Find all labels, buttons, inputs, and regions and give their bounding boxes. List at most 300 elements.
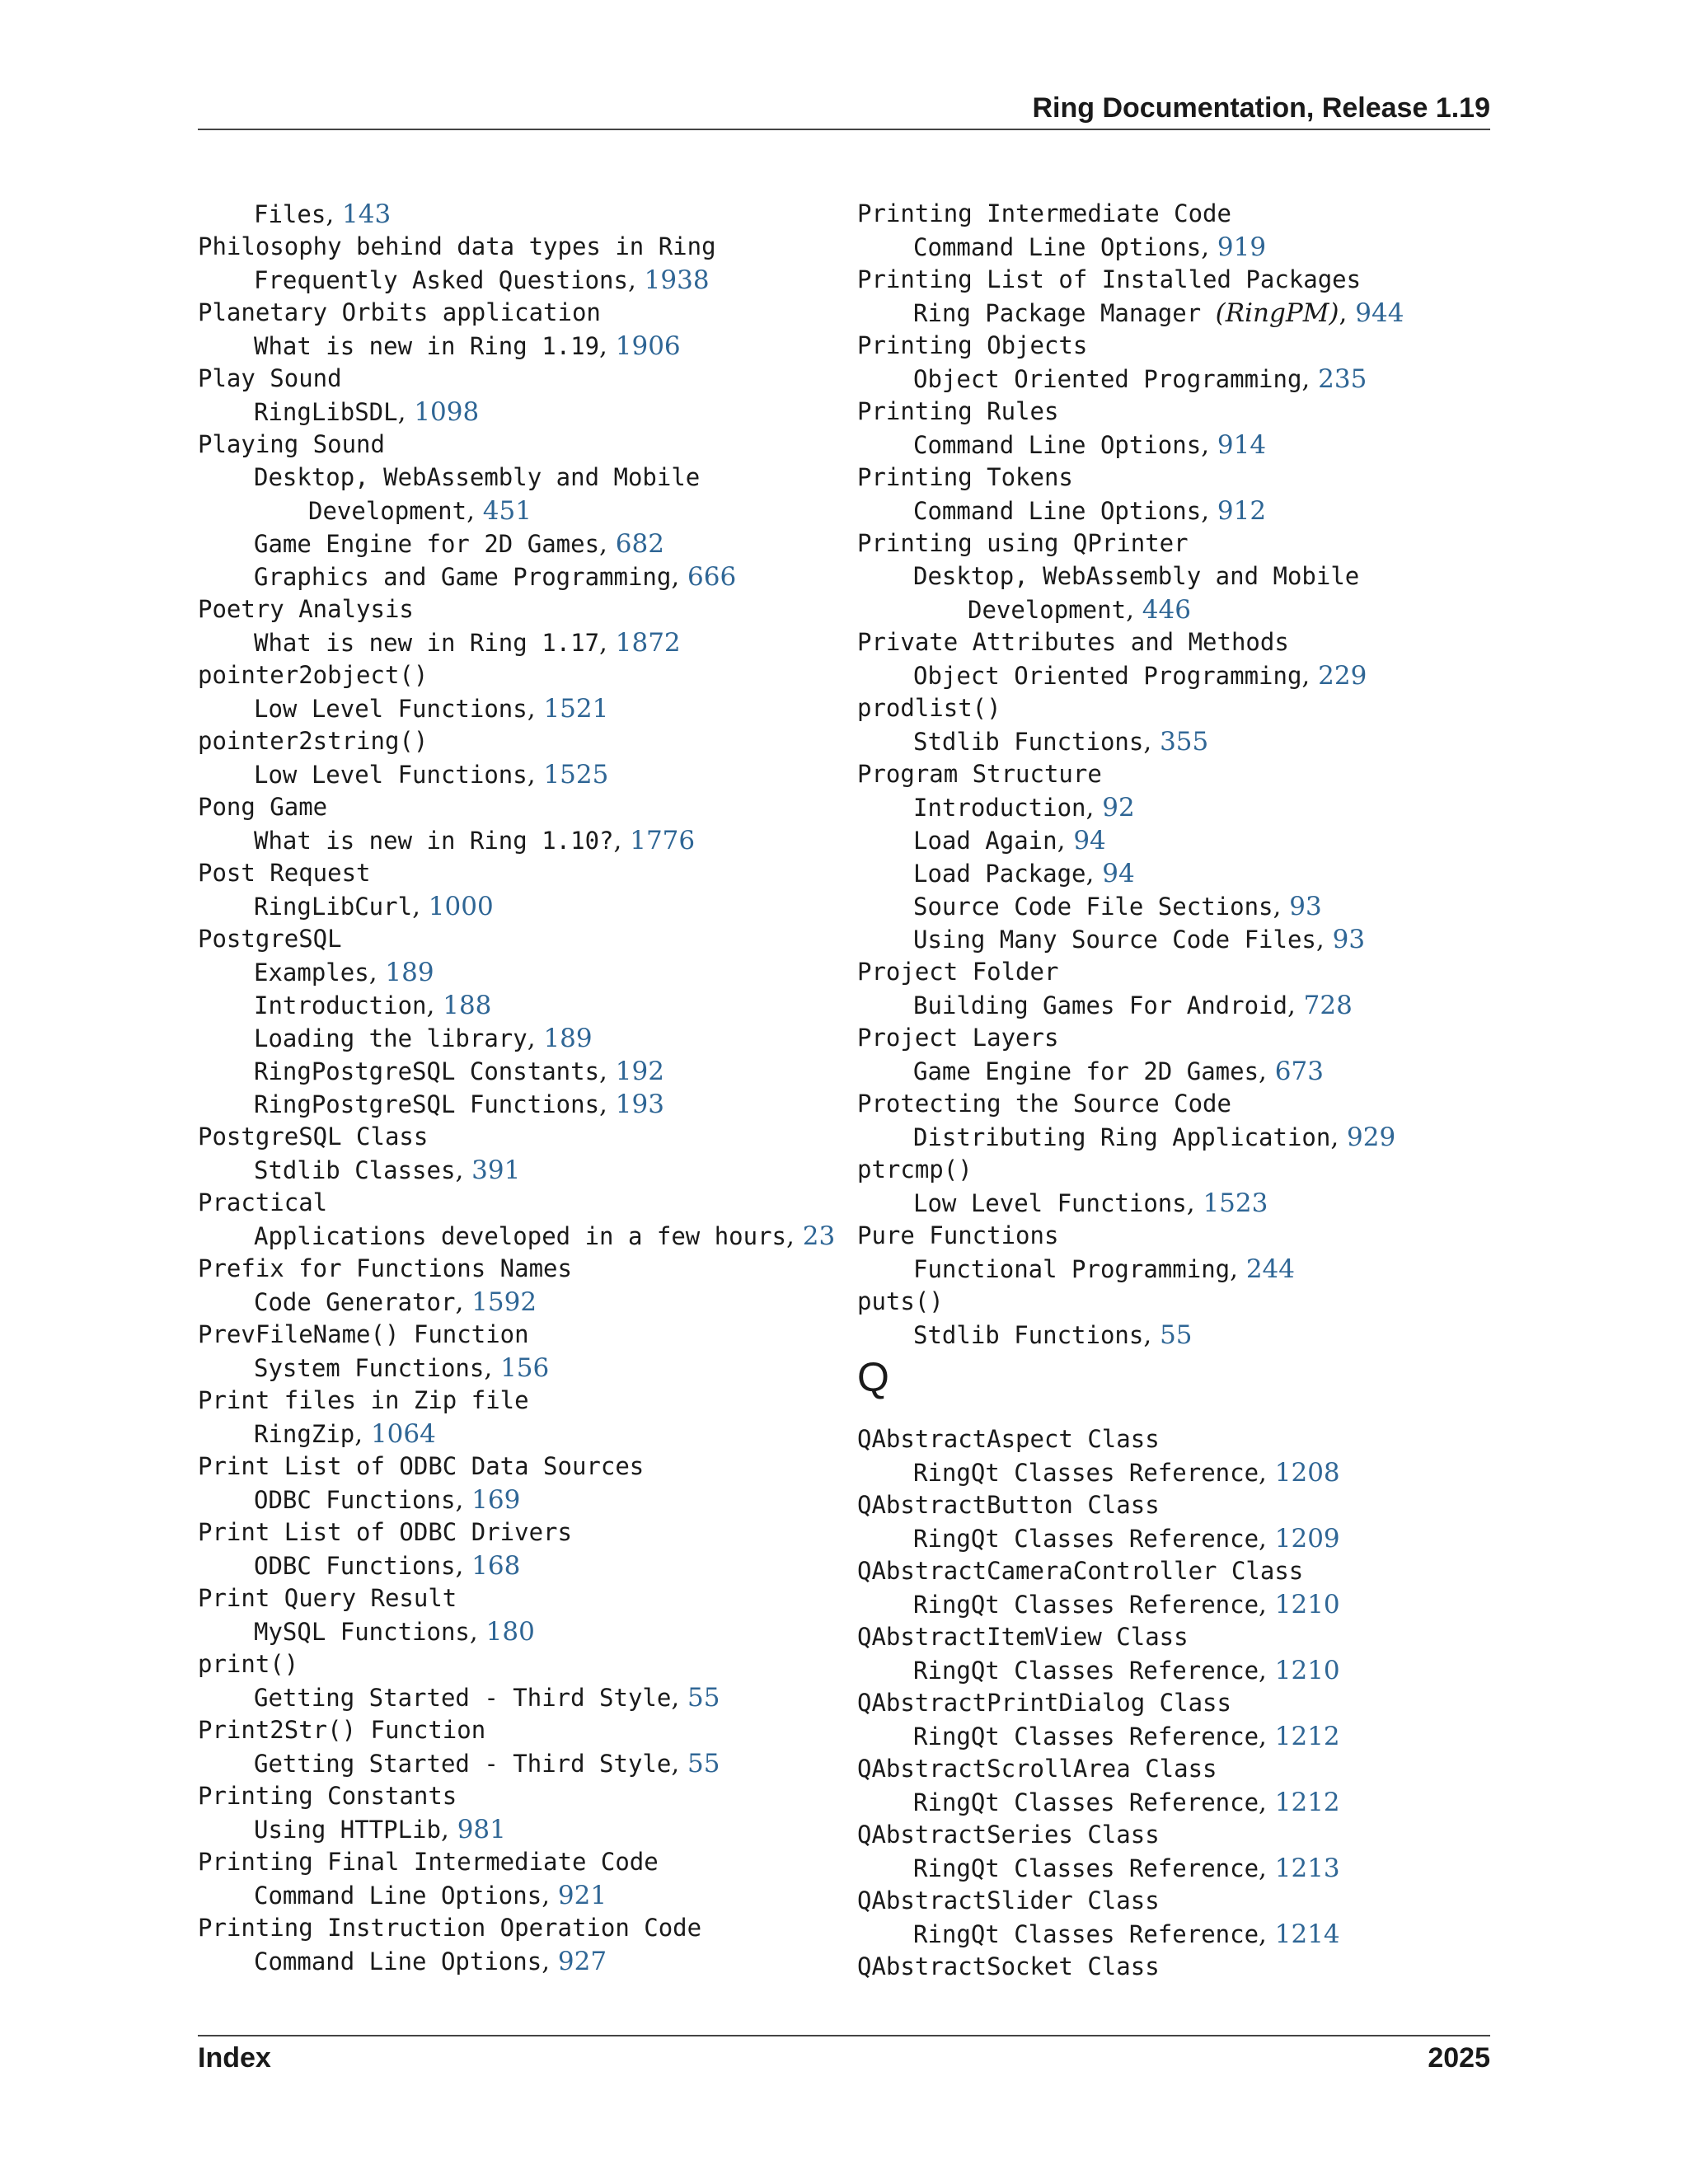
index-subentry [198, 826, 835, 859]
index-subentry [857, 1854, 1404, 1886]
index-term [857, 1689, 1404, 1722]
index-term [198, 1650, 835, 1683]
index-term [857, 1287, 1404, 1320]
index-subentry [198, 1617, 835, 1650]
page-link[interactable]: 929 [1347, 1122, 1396, 1152]
entry-text: Building Games For Android [913, 991, 1287, 1019]
entry-text: Print List of ODBC Data Sources [198, 1452, 645, 1480]
entry-text: Source Code File Sections [913, 893, 1273, 921]
separator: , [1201, 232, 1217, 262]
page-link[interactable]: 55 [687, 1683, 720, 1713]
separator: , [599, 529, 616, 559]
index-term [198, 364, 835, 397]
index-term [857, 1221, 1404, 1254]
entry-text: RingQt Classes Reference [913, 1525, 1259, 1553]
separator: , [1057, 826, 1074, 855]
index-subentry [857, 1722, 1404, 1755]
entry-text: MySQL Functions [254, 1618, 470, 1646]
entry-text: Printing Rules [857, 397, 1059, 425]
entry-text: QAbstractAspect Class [857, 1425, 1160, 1453]
page-link[interactable]: 1210 [1274, 1590, 1340, 1619]
index-term [857, 331, 1404, 364]
index-subentry [198, 1815, 835, 1848]
separator: , [440, 1815, 457, 1844]
page-link[interactable]: 391 [471, 1155, 521, 1185]
page-link[interactable]: 682 [615, 529, 664, 559]
entry-text: Command Line Options [913, 233, 1202, 261]
index-subentry [857, 727, 1404, 760]
separator: , [671, 1749, 688, 1779]
index-subentry [857, 1320, 1404, 1353]
page-link[interactable]: 981 [457, 1815, 506, 1844]
entry-text: Game Engine for 2D Games [254, 530, 600, 558]
entry-text: Loading the library [254, 1024, 528, 1052]
entry-text: Printing Objects [857, 331, 1088, 359]
separator: , [467, 496, 483, 526]
entry-text: Stdlib Classes [254, 1156, 456, 1184]
page-link[interactable]: 919 [1217, 232, 1267, 262]
page-link[interactable]: 1209 [1274, 1524, 1340, 1554]
page-link[interactable]: 1938 [644, 265, 710, 295]
index-term [857, 1090, 1404, 1122]
page-link[interactable]: 156 [500, 1353, 550, 1383]
entry-text: prodlist() [857, 694, 1001, 722]
page-link[interactable]: 55 [1160, 1320, 1193, 1350]
index-term [198, 232, 835, 265]
index-subentry [857, 298, 1404, 331]
index-subentry [857, 496, 1404, 529]
index-subentry [857, 1122, 1404, 1155]
separator: , [599, 1090, 616, 1119]
index-subentry [857, 1524, 1404, 1557]
entry-text: Low Level Functions [254, 761, 528, 789]
index-subentry [198, 760, 835, 793]
index-term [198, 925, 835, 958]
index-term [857, 958, 1404, 991]
index-subentry [857, 1188, 1404, 1221]
separator: , [1201, 430, 1217, 460]
index-subentry [198, 1057, 835, 1090]
page-link[interactable]: 914 [1217, 430, 1267, 460]
index-subentry [198, 991, 835, 1024]
page-link[interactable]: 1000 [428, 892, 494, 921]
index-subentry [857, 1254, 1404, 1287]
entry-text: ODBC Functions [254, 1486, 456, 1514]
index-term [198, 1188, 835, 1221]
separator: , [1230, 1254, 1246, 1284]
page-link[interactable]: 229 [1318, 661, 1367, 691]
index-term [857, 265, 1404, 298]
index-subentry [857, 661, 1404, 694]
separator: , [1315, 925, 1333, 954]
index-subentry [857, 364, 1404, 397]
page-link[interactable]: 1214 [1274, 1919, 1340, 1949]
separator: , [671, 562, 688, 592]
entry-text: Using Many Source Code Files [913, 926, 1316, 954]
index-subentry [198, 1947, 835, 1980]
index-subentry [198, 1419, 835, 1452]
page-link[interactable]: 927 [557, 1947, 607, 1976]
header-rule [198, 129, 1490, 130]
separator: , [1259, 1458, 1275, 1488]
entry-text: Frequently Asked Questions [254, 266, 628, 294]
separator: , [527, 694, 544, 724]
page-link[interactable]: 94 [1073, 826, 1106, 855]
index-term [198, 727, 835, 760]
entry-text: Load Again [913, 827, 1057, 855]
index-term [198, 1320, 835, 1353]
separator: , [1186, 1188, 1203, 1218]
separator: , [455, 1155, 472, 1185]
entry-text: Poetry Analysis [198, 595, 414, 623]
entry-text: RingLibCurl [254, 893, 413, 921]
entry-text: Low Level Functions [254, 695, 528, 723]
index-subentry [198, 1551, 835, 1584]
page-link[interactable]: 666 [687, 562, 737, 592]
page-link[interactable]: 188 [443, 991, 492, 1020]
separator: , [527, 1024, 544, 1053]
separator: , [368, 958, 386, 987]
index-term [198, 1386, 835, 1419]
separator: , [613, 826, 631, 855]
entry-text: QAbstractSlider Class [857, 1886, 1160, 1915]
index-subentry [198, 892, 835, 925]
page-link[interactable]: 1064 [370, 1419, 436, 1449]
index-subentry [198, 958, 835, 991]
index-term [198, 595, 835, 628]
entry-text: Introduction [913, 794, 1086, 822]
page-link[interactable]: 168 [471, 1551, 521, 1581]
entry-text: Private Attributes and Methods [857, 628, 1289, 656]
entry-text: Command Line Options [254, 1947, 542, 1975]
index-subentry [198, 1024, 835, 1057]
index-subentry [857, 1057, 1404, 1090]
index-term [198, 661, 835, 694]
separator: , [1259, 1057, 1275, 1086]
index-term [857, 760, 1404, 793]
index-subentry [857, 562, 1404, 595]
index-column-right [857, 199, 1404, 1985]
entry-text: Functional Programming [913, 1255, 1231, 1283]
entry-text: ODBC Functions [254, 1552, 456, 1580]
index-term [198, 1914, 835, 1947]
index-term [198, 793, 835, 826]
entry-text: What is new in Ring 1.10? [254, 827, 614, 855]
page-link[interactable]: 169 [471, 1485, 521, 1515]
page-link[interactable]: 1098 [414, 397, 480, 427]
separator: , [1287, 991, 1304, 1020]
entry-text: Protecting the Source Code [857, 1090, 1231, 1118]
index-subentry [857, 859, 1404, 892]
index-term [198, 1254, 835, 1287]
entry-text: ptrcmp() [857, 1155, 973, 1183]
entry-text: System Functions [254, 1354, 485, 1382]
entry-text: Low Level Functions [913, 1189, 1187, 1217]
index-term [857, 1886, 1404, 1919]
index-subentry [857, 1590, 1404, 1623]
page-link[interactable]: 1776 [630, 826, 696, 855]
index-subentry [198, 463, 835, 496]
entry-text: Examples [254, 958, 369, 987]
entry-text: Command Line Options [913, 497, 1202, 525]
page-link[interactable]: 93 [1332, 925, 1366, 954]
entry-text: Desktop, WebAssembly and Mobile [254, 463, 701, 491]
separator: , [1126, 595, 1142, 625]
page-link[interactable]: 55 [687, 1749, 720, 1779]
entry-text: print() [198, 1650, 299, 1678]
page-link[interactable]: 921 [557, 1881, 607, 1910]
index-term [198, 298, 835, 331]
entry-text: RingQt Classes Reference [913, 1722, 1259, 1750]
entry-text: Print List of ODBC Drivers [198, 1518, 572, 1546]
entry-text: Code Generator [254, 1288, 456, 1316]
index-term [857, 1623, 1404, 1656]
page-link[interactable]: 1212 [1274, 1788, 1340, 1817]
entry-text: Command Line Options [254, 1882, 542, 1910]
separator: , [527, 760, 544, 790]
page-link[interactable]: 912 [1217, 496, 1267, 526]
index-subentry [198, 1683, 835, 1716]
separator: , [627, 265, 645, 295]
entry-text: PostgreSQL Class [198, 1122, 429, 1151]
entry-text: Project Layers [857, 1024, 1059, 1052]
footer-rule [198, 2035, 1490, 2036]
entry-text: Planetary Orbits application [198, 298, 601, 326]
index-term [198, 1452, 835, 1485]
page-link[interactable]: 1523 [1203, 1188, 1268, 1218]
entry-text: Printing Intermediate Code [857, 199, 1231, 227]
page-link[interactable]: 92 [1102, 793, 1135, 823]
entry-text: What is new in Ring 1.17 [254, 629, 600, 657]
index-subentry [857, 1788, 1404, 1821]
page-link[interactable]: 193 [615, 1090, 664, 1119]
index-subentry [857, 892, 1404, 925]
footer-section: Index [198, 2042, 271, 2074]
page-link[interactable]: 93 [1289, 892, 1322, 921]
page-link[interactable]: 1210 [1274, 1656, 1340, 1685]
separator: , [1273, 892, 1290, 921]
entry-text: RingPostgreSQL Constants [254, 1057, 600, 1085]
footer-page-number: 2025 [1428, 2042, 1490, 2074]
index-subentry [857, 595, 1404, 628]
entry-text: Files [254, 200, 326, 228]
index-subentry [198, 1749, 835, 1782]
entry-text: Project Folder [857, 958, 1059, 986]
index-subentry [198, 694, 835, 727]
page-link[interactable]: 673 [1274, 1057, 1324, 1086]
entry-text: Post Request [198, 859, 371, 887]
separator: , [455, 1287, 472, 1317]
page-link[interactable]: 355 [1160, 727, 1209, 757]
index-term [857, 1755, 1404, 1788]
index-term [857, 628, 1404, 661]
separator: , [484, 1353, 501, 1383]
entry-text: Desktop, WebAssembly and Mobile [913, 562, 1360, 590]
separator: , [1330, 1122, 1348, 1152]
entry-text: Development [968, 596, 1127, 624]
page-link[interactable]: 446 [1142, 595, 1191, 625]
page-link[interactable]: 1212 [1274, 1722, 1340, 1751]
separator: , [671, 1683, 688, 1713]
index-column-left [198, 199, 835, 1980]
running-header: Ring Documentation, Release 1.19 [1032, 92, 1490, 124]
separator: , [542, 1881, 558, 1910]
index-term [198, 430, 835, 463]
entry-text: Printing Tokens [857, 463, 1073, 491]
index-subentry [857, 793, 1404, 826]
entry-text: QAbstractButton Class [857, 1491, 1160, 1519]
index-term [198, 1848, 835, 1881]
entry-text: RingZip [254, 1420, 355, 1448]
entry-text: Play Sound [198, 364, 342, 392]
separator: , [1143, 727, 1160, 757]
page-link[interactable]: 235 [1318, 364, 1367, 394]
separator: , [326, 199, 343, 229]
entry-text: RingQt Classes Reference [913, 1459, 1259, 1487]
separator: , [397, 397, 415, 427]
separator: , [455, 1485, 472, 1515]
separator: , [354, 1419, 371, 1449]
index-term [857, 1557, 1404, 1590]
entry-text: Print Query Result [198, 1584, 457, 1612]
entry-text: Printing Final Intermediate Code [198, 1848, 659, 1876]
entry-text: Printing List of Installed Packages [857, 265, 1362, 293]
separator: , [455, 1551, 472, 1581]
entry-text: Pure Functions [857, 1221, 1059, 1249]
entry-text: Pong Game [198, 793, 328, 821]
entry-text: RingQt Classes Reference [913, 1854, 1259, 1882]
entry-text: Game Engine for 2D Games [913, 1057, 1259, 1085]
index-subentry [198, 397, 835, 430]
entry-text: QAbstractSeries Class [857, 1821, 1160, 1849]
entry-text: Object Oriented Programming [913, 365, 1302, 393]
separator: , [1259, 1854, 1275, 1883]
separator: , [1259, 1788, 1275, 1817]
entry-text: Using HTTPLib [254, 1816, 441, 1844]
entry-text: RingQt Classes Reference [913, 1788, 1259, 1816]
entry-text: Command Line Options [913, 431, 1202, 459]
separator: , [412, 892, 429, 921]
entry-text: Ring Package Manager [913, 299, 1202, 327]
index-subentry [857, 1919, 1404, 1952]
entry-text: puts() [857, 1287, 944, 1315]
entry-text: Prefix for Functions Names [198, 1254, 572, 1282]
index-subentry [857, 826, 1404, 859]
separator: , [1201, 496, 1217, 526]
index-subentry [198, 1485, 835, 1518]
entry-text: QAbstractPrintDialog Class [857, 1689, 1231, 1717]
page-link[interactable]: 23 [802, 1221, 836, 1251]
index-subentry [198, 331, 835, 364]
page-link[interactable]: 1872 [615, 628, 681, 658]
entry-text: Practical [198, 1188, 328, 1216]
entry-text: Stdlib Functions [913, 1321, 1144, 1349]
entry-text: Stdlib Functions [913, 728, 1144, 756]
index-term [857, 1821, 1404, 1854]
entry-text: Applications developed in a few hours [254, 1222, 787, 1250]
entry-text: Philosophy behind data types in Ring [198, 232, 716, 260]
index-subentry [198, 1287, 835, 1320]
page-link[interactable]: 1213 [1274, 1854, 1340, 1883]
index-subentry [198, 1155, 835, 1188]
entry-text: RingQt Classes Reference [913, 1920, 1259, 1948]
entry-text: RingQt Classes Reference [913, 1657, 1259, 1685]
entry-text: Distributing Ring Application [913, 1123, 1331, 1151]
index-term [198, 1782, 835, 1815]
page-link[interactable]: 1208 [1274, 1458, 1340, 1488]
entry-text: QAbstractScrollArea Class [857, 1755, 1217, 1783]
page-link[interactable]: 180 [485, 1617, 535, 1647]
page-link[interactable]: 244 [1245, 1254, 1295, 1284]
separator: , [1143, 1320, 1160, 1350]
index-subentry [857, 1458, 1404, 1491]
index-term [857, 529, 1404, 562]
entry-text: Printing Instruction Operation Code [198, 1914, 702, 1942]
separator: , [1259, 1919, 1275, 1949]
page-link[interactable]: 1521 [543, 694, 609, 724]
entry-text: PrevFileName() Function [198, 1320, 529, 1348]
index-subentry [198, 1353, 835, 1386]
separator: , [1259, 1590, 1275, 1619]
entry-text: QAbstractSocket Class [857, 1952, 1160, 1980]
entry-text: Load Package [913, 860, 1086, 888]
page-link[interactable]: 143 [342, 199, 392, 229]
index-term [857, 694, 1404, 727]
entry-text: Printing Constants [198, 1782, 457, 1810]
entry-text: pointer2object() [198, 661, 429, 689]
index-term [198, 1584, 835, 1617]
entry-text: Development [308, 497, 467, 525]
page-link[interactable]: 189 [385, 958, 434, 987]
entry-text: Print files in Zip file [198, 1386, 529, 1414]
index-subentry [198, 562, 835, 595]
page-link[interactable]: 189 [543, 1024, 593, 1053]
page-link[interactable]: 451 [482, 496, 532, 526]
index-subentry [857, 1656, 1404, 1689]
page-link[interactable]: 1906 [615, 331, 681, 361]
separator: , [599, 331, 616, 361]
separator: , [1259, 1656, 1275, 1685]
separator: , [426, 991, 443, 1020]
entry-text: Graphics and Game Programming [254, 563, 672, 591]
page-link[interactable]: 944 [1355, 298, 1404, 328]
page-link[interactable]: 192 [615, 1057, 664, 1086]
separator: , [1339, 298, 1356, 328]
entry-text: Getting Started - Third Style [254, 1684, 672, 1712]
separator: , [1259, 1524, 1275, 1554]
entry-text: Getting Started - Third Style [254, 1750, 672, 1778]
page-link[interactable]: 94 [1102, 859, 1135, 888]
index-letter-heading: Q [857, 1354, 889, 1400]
separator: , [542, 1947, 558, 1976]
index-subentry [857, 925, 1404, 958]
entry-text: Playing Sound [198, 430, 385, 458]
index-subentry [857, 430, 1404, 463]
page-link[interactable]: 1525 [543, 760, 609, 790]
index-subentry [198, 628, 835, 661]
index-subentry [198, 1090, 835, 1122]
separator: , [1085, 859, 1103, 888]
index-subentry [198, 1881, 835, 1914]
entry-text: RingLibSDL [254, 398, 398, 426]
index-term [857, 1952, 1404, 1985]
page-link[interactable]: 1592 [471, 1287, 537, 1317]
index-term [857, 1024, 1404, 1057]
index-subentry [198, 496, 835, 529]
index-term [198, 1716, 835, 1749]
page-link[interactable]: 728 [1303, 991, 1353, 1020]
entry-text: pointer2string() [198, 727, 429, 755]
